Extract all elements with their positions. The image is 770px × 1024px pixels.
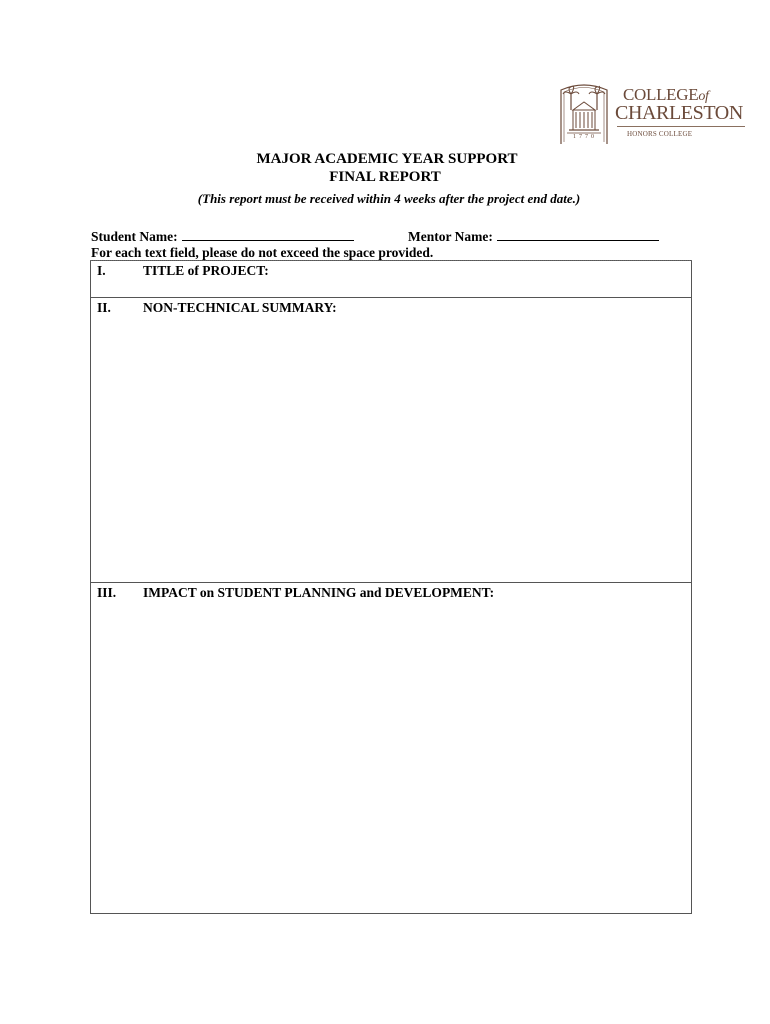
section-number: II. [97,300,111,315]
mentor-name-row [408,228,659,245]
section-heading: NON-TECHNICAL SUMMARY: [143,300,337,315]
report-subtitle: (This report must be received within 4 weeks after the project end date.) [197,191,581,206]
student-name-label: Student Name: [91,229,178,244]
logo-college-word: COLLEGE [623,85,699,104]
logo-honors-text: HONORS COLLEGE [627,130,693,138]
section-heading: IMPACT on STUDENT PLANNING and DEVELOPMENT: [143,585,495,600]
instruction-text: For each text field, please do not exceed the space provided. [91,245,434,260]
section-title-of-project [91,261,691,298]
report-title-line2: FINAL REPORT [329,169,441,185]
student-name-row [91,228,354,245]
section-impact-on-student [91,583,691,913]
logo-charleston-text: CHARLESTON [615,102,743,124]
section-non-technical-summary [91,298,691,583]
logo-of-word: of [698,89,709,104]
report-form-table [90,260,692,914]
student-name-field[interactable] [182,228,354,241]
mentor-name-field[interactable] [497,228,659,241]
title-of-project-field[interactable] [95,281,687,293]
section-number: I. [97,263,106,278]
non-technical-summary-field[interactable] [95,320,687,578]
college-logo [555,80,750,150]
seal-year: 1770 [573,134,597,140]
report-title-line1: MAJOR ACADEMIC YEAR SUPPORT [256,151,518,167]
logo-divider [617,126,745,127]
impact-on-student-field[interactable] [95,605,687,909]
mentor-name-label: Mentor Name: [408,229,493,244]
section-number: III. [97,585,117,600]
section-heading: TITLE of PROJECT: [143,263,269,278]
